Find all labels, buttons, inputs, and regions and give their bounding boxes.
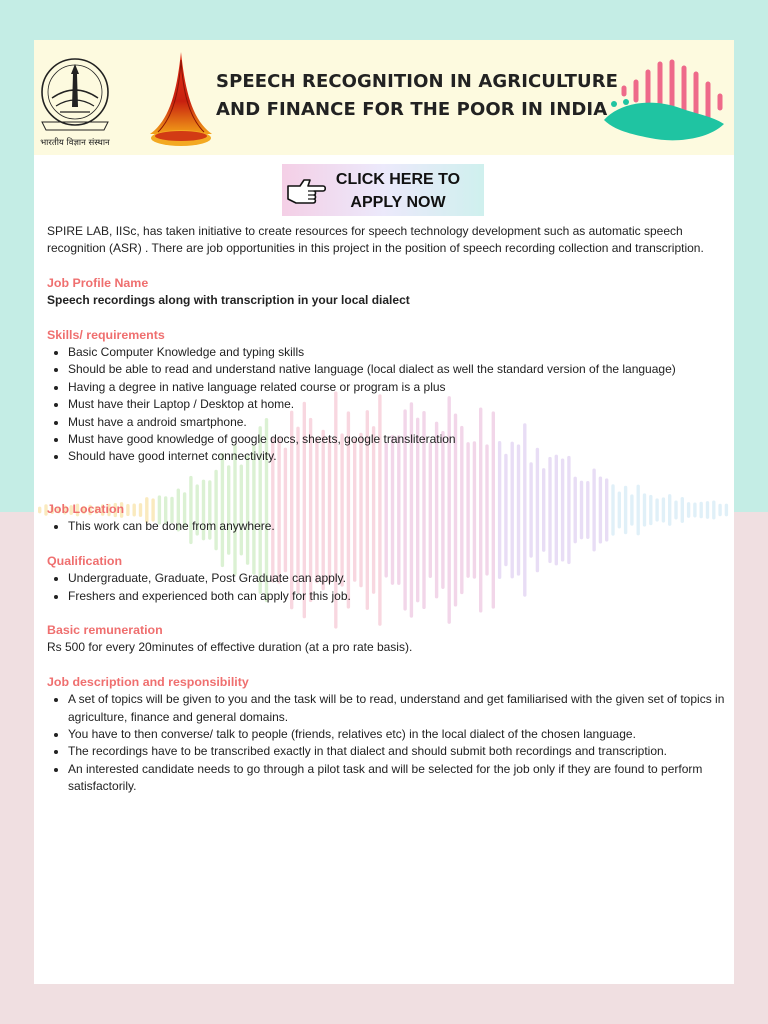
title-line-1: SPEECH RECOGNITION IN AGRICULTURE: [216, 71, 619, 92]
intro-paragraph: SPIRE LAB, IISc, has taken initiative to create resources for speech technology development such as automatic speech recognition (ASR) . There are job opportunities in this project in the position of speech recording collection and transcription.: [47, 224, 704, 256]
remuneration-heading: Basic remuneration: [47, 622, 163, 637]
list-item: • Undergraduate, Graduate, Post Graduate can apply.: [68, 570, 727, 587]
tower-logo: [148, 50, 214, 150]
job-profile-text: Speech recordings along with transcription in your local dialect: [47, 293, 410, 308]
list-item: • Must have their Laptop / Desktop at home.: [68, 396, 727, 413]
job-profile-heading: Job Profile Name: [47, 275, 149, 290]
responsibility-list: [47, 691, 727, 795]
list-item: • An interested candidate needs to go through a pilot task and will be selected for the job only if they are found to perform satisfactorily.: [68, 761, 727, 796]
voice-wave-logo: [600, 58, 730, 146]
apply-now-button[interactable]: [282, 164, 484, 216]
list-item: • Having a degree in native language related course or program is a plus: [68, 379, 727, 396]
iisc-logo: [38, 52, 112, 150]
apply-label-line-2: APPLY NOW: [350, 194, 446, 211]
apply-label-line-1: CLICK HERE TO: [335, 171, 461, 188]
list-item: • Should be able to read and understand native language (local dialect as well the standard version of the language): [68, 361, 727, 378]
list-item: • The recordings have to be transcribed exactly in that dialect and should submit both recordings and transcription.: [68, 743, 727, 760]
remuneration-text: Rs 500 for every 20minutes of effective duration (at a pro rate basis).: [47, 640, 413, 655]
list-item: • Freshers and experienced both can apply for this job.: [68, 588, 727, 605]
logo-caption: भारतीय विज्ञान संस्थान: [40, 138, 110, 148]
responsibility-heading: Job description and responsibility: [47, 674, 249, 689]
list-item: • Must have good knowledge of google docs, sheets, google transliteration: [68, 431, 727, 448]
apply-button-label: [328, 168, 468, 214]
flyer-title: [216, 68, 619, 124]
list-item: • Must have a android smartphone.: [68, 414, 727, 431]
flyer-content: [47, 223, 727, 796]
location-heading: Job Location: [47, 501, 125, 516]
list-item: • This work can be done from anywhere.: [68, 518, 727, 535]
skills-list: [47, 344, 727, 466]
qualification-list: [47, 570, 727, 605]
job-flyer: [34, 40, 734, 984]
wave-bar: [38, 507, 41, 514]
list-item: • Basic Computer Knowledge and typing skills: [68, 344, 727, 361]
location-list: [47, 518, 727, 535]
pointing-hand-icon: [286, 172, 326, 208]
list-item: • A set of topics will be given to you and the task will be to read, understand and get familiarised with the given set of topics in agriculture, finance and general domains.: [68, 691, 727, 726]
list-item: • Should have good internet connectivity.: [68, 448, 727, 465]
qualification-heading: Qualification: [47, 553, 123, 568]
skills-heading: Skills/ requirements: [47, 327, 165, 342]
flyer-header: [34, 40, 734, 155]
list-item: • You have to then converse/ talk to people (friends, relatives etc) in the local dialect of the chosen language.: [68, 726, 727, 743]
title-line-2: AND FINANCE FOR THE POOR IN INDIA: [216, 99, 608, 120]
